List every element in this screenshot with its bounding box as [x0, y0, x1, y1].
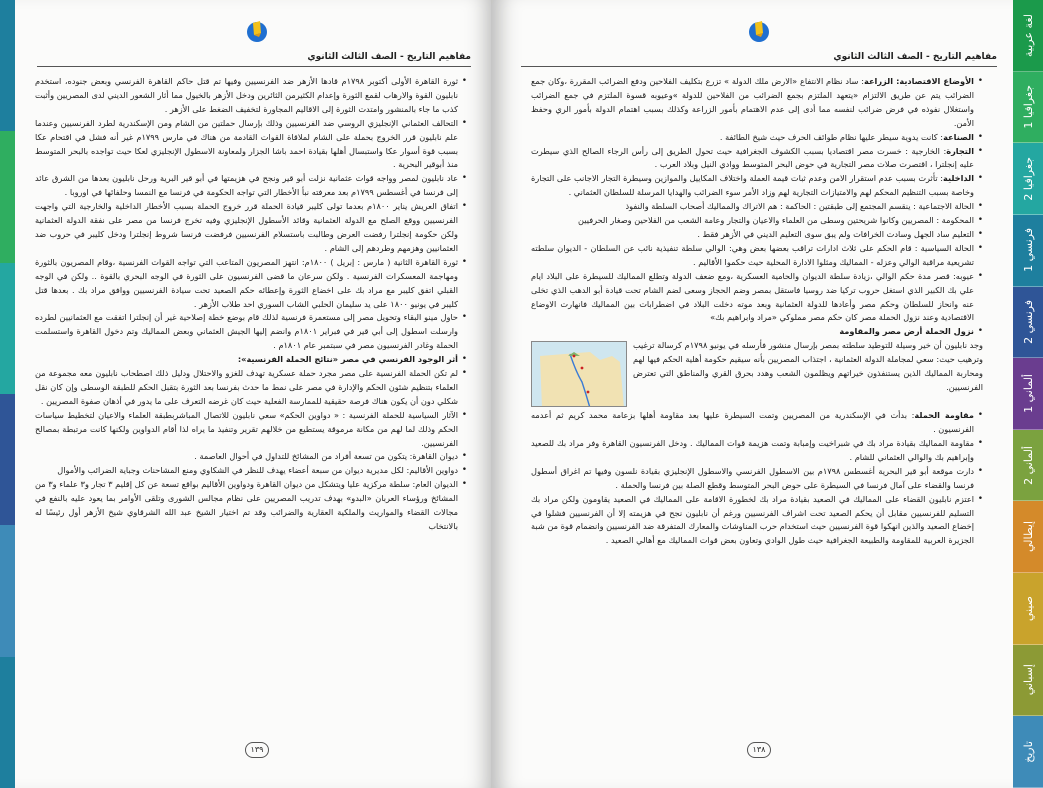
tab-arabic[interactable]: لغة عربية — [1013, 0, 1043, 72]
list-item: • المحكومة : المصريين وكانوا شريحتين وسطى من العلماء والاعيان والتجار وعامة الشعب من الفلاحين وصغار الحرفيين — [531, 214, 983, 228]
list-item: • اعتزم نابليون القضاء على المماليك في الصعيد بقيادة مراد بك لخطورة الاقامة على المماليك في الصعيد يقاومون ولكن مراد بك التسليم للفرنسيين مقابل أن يحكم الصعيد تحت اشراف الفرنسيين ورغم أن نابليون نجح في هزيمته إلا أن الفرنسيين فشلوا في إخضاع الصعيد والذين انهكوا قوة الفرنسيين حيث استخدام حرب المناوشات والمعارك المتفرقة ضد الفرنسيين وانضمام قوة من شبة الجزيرة العربية للمقاومة والطبيعة الجغرافية حيث طول الوادي وتعاون بعض قوات المماليك مع أهالي الصعيد . — [531, 493, 983, 549]
right-page-header: مفاهيم التاريخ - الصف الثالث الثانوي — [833, 52, 997, 62]
right-page-content — [531, 75, 983, 548]
tab-chinese[interactable]: صيني — [1013, 573, 1043, 645]
list-item: وجد نابليون أن خير وسيلة للتوطيد سلطته بمصر بإرسال منشور فأرسله في يونيو ١٧٩٨م كرسالة ترغيب وترهيب حيث: سعي لمجاملة الدولة العثمانية ، اجتذاب المصريين بأنه سيقيم حكومة أهلية الحكم فيها لهم ومحاربة المماليك الذين يستنفذون خيراتهم ويظلمون الشعب وهدد بحرق القري والمناطق التي تعترض الفرنسيين. — [531, 339, 983, 395]
tab-french-1[interactable]: فرنسي 1 — [1013, 215, 1043, 287]
subject-tabs — [1013, 0, 1043, 788]
paragraph: • التحالف العثماني الإنجليزي الروسي ضد الفرنسيين وذلك بإرسال حملتين من الشام ومن الإسكندرية لطرد الفرنسيين وعندما علم نابليون قرر الخروج بحملة على الشام لملاقاة القوات القادمة من هناك في مارس ١٧٩٩م غير أنه فشل في اقتحام عكا بسبب قوة أسوار عكا واستبسال أهلها بقيادة احمد باشا الجزار ولمعاونة الاسطول الإنجليزي لعكا حيث تواجده بالبحر المتوسط منذ أبوقير البحرية . — [35, 117, 467, 173]
right-page — [491, 0, 1013, 788]
left-page — [15, 0, 491, 788]
list-item: • الصناعة: كانت يدوية سيطر عليها نظام طوائف الحرف حيث شيخ الطائفة . — [531, 131, 983, 145]
publisher-logo-icon — [747, 19, 771, 43]
list-item: • الحالة السياسية : قام الحكم على ثلاث ادارات تراقب بعضها بعض وهي: الوالي سلطة تنفيذية نائب عن السلطان - الديوان سلطته تشريعية مراقبة الوالي وعزله - المماليك ومثلوا الادارة المحلية حيث حكموا الأقاليم . — [531, 242, 983, 270]
page-number: ١٣٩ — [245, 742, 269, 758]
left-page-content — [35, 75, 467, 534]
tab-geography-1[interactable]: جغرافيا 1 — [1013, 72, 1043, 144]
list-item: • عيوبه: قصر مدة حكم الوالي ،زيادة سلطة الديوان والحامية العسكرية ،ومع ضعف الدولة وتطلع المماليك للسيطرة على البلاد ايام علي بك الكبير الذي استغل حروب تركيا ضد روسيا فاستقل بمصر وضم الحجاز وسعى لضم الشام تحت قيادة أبو الدهب الذي تخلى عنه وانحاز للسلطان وحكم مصر وأعادها للدولة العثمانية وبعد موته دخلت البلاد في اضطرابات بين المماليك فانهارت الاوضاع الاقتصادية وعند نزول الحملة مصر كان حكم مصر مملوكي «مراد وابراهيم بك» — [531, 270, 983, 326]
egypt-map-image — [531, 341, 627, 407]
paragraph: • دواوين الأقاليم: لكل مديرية ديوان من سبعة أعضاء يهدف للنظر في الشكاوي ومنع المشاحنات وجباية الضرائب والأموال — [35, 464, 467, 478]
tab-history[interactable]: تاريخ — [1013, 716, 1043, 788]
header-divider — [521, 66, 997, 67]
page-number: ١٣٨ — [747, 742, 771, 758]
paragraph: • ثورة القاهرة الثانية ( مارس : إبريل ) ١٨٠٠م: انتهز المصريون المتاعب التي تواجه القوات الفرنسية ،وقام المصريون بالثورة ومهاجمة المعسكرات الفرنسية . ولكن سرعان ما قضى الفرنسيون على الثورة في الوجه البحري بالقوة .. ولكن في الوجه القبلي اتفق كليبر مع مراد بك على اخضاع الثورة وإعطائه حكم الصعيد تحت سيادة الفرنسيين ووافق مراد بك . بعدها قتل كليبر في يونيو ١٨٠٠ على يد سليمان الحلبي الشاب السوري احد طلاب الأزهر . — [35, 256, 467, 312]
list-item: • الحالة الاجتماعية : ينقسم المجتمع إلى طبقتين : الحاكمة : هم الاتراك والمماليك أصحاب السلطة والنفوذ — [531, 200, 983, 214]
list-item: • التجارة: الخارجية : خسرت مصر اقتصاديا بسبب الكشوف الجغرافية حيث تحول الطريق إلى رأس الرجاء الصالح الذي سيطرت عليه إنجلترا ، اقتصرت صلات مصر التجارية في حوض البحر المتوسط ووادي النيل وبلاد العرب . — [531, 145, 983, 173]
header-divider — [37, 66, 471, 67]
paragraph: • الديوان العام: سلطة مركزية عليا ويتشكل من ديوان القاهرة ودواوين الأقاليم بواقع تسعة عن كل إقليم ٣ تجار و٣ علماء و٣ من المشائخ ورؤساء العربان «البدو» بهدف تدريب المصريين على نظام مجالس الشورى وتلقى الأوامر بما يعود عليه بالنفع في مجالات القضاء والمواريث والملكية العقارية والضرائب وقد تم اختيار الشيخ عبد الله الشرقاوي شيخ الأزهر أول رئيسًا له بالانتخاب — [35, 478, 467, 534]
tab-italian[interactable]: إيطالي — [1013, 501, 1043, 573]
paragraph: • لم تكن الحملة الفرنسية على مصر مجرد حملة عسكرية تهدف للغزو والاحتلال ودليل ذلك اصطحاب نابليون معه مجموعة من العلماء بتنظيم شئون الحكم والإدارة في مصر على نمط ما حدث بفرنسا بعد الثورة بتقبل الحكم للطبقة الوسطى وإن كان نقل شكلي دون أن يكون هناك فرصة حقيقية للممارسة الفعلية حيث كان غرضه التعرف على ما يدور في أذهان صفوة المصريين . — [35, 367, 467, 409]
paragraph: • عاد نابليون لمصر وواجه قوات عثمانية نزلت أبو قير ونجح في هزيمتها في أبو قير البرية ورحل نابليون بعدها من الشرق عائد إلى فرنسا في أغسطس ١٧٩٩م بعد معرفته نبأ الأخطار التي تواجه الحكومة في فرنسا مع النمسا وحلفائها في اوروبا . — [35, 172, 467, 200]
map-illustration — [531, 342, 626, 407]
tab-french-2[interactable]: فرنسي 2 — [1013, 287, 1043, 359]
section-title: • نزول الحملة أرض مصر والمقاومة — [531, 325, 983, 339]
paragraph: • ثورة القاهرة الأولى أكتوبر ١٧٩٨م قادها الأزهر ضد الفرنسيين وفيها تم قتل حاكم القاهرة الفرنسي وبعض جنوده، استخدم نابليون القوة والارهاب لقمع الثورة وإعدام الكثيرمن الثائرين ودخل الأزهر بالخيول مما أثار الشعور الديني لدى المصريين وأثبت كذب ما جاء بالمنشور وامتدت الثورة إلى الاقاليم المجاورة لتخفيف الضغط على الأزهر . — [35, 75, 467, 117]
paragraph: • حاول مينو البقاء وتحويل مصر إلى مستعمرة فرنسية لذلك قام بوضع خطة إصلاحية غير أن إنجلترا اتفقت مع العثمانيين لطرده وارسلت اسطول إلى أبي قير في فبراير ١٨٠١م وانضم إليها الجيش العثماني وبعض المماليك وتم دخول القاهرة واستسلمت الحملة وغادر الفرنسيون مصر في سبتمبر عام ١٨٠١م . — [35, 311, 467, 353]
paragraph: • ديوان القاهرة: يتكون من تسعة أفراد من المشائخ للتداول في أحوال العاصمة . — [35, 450, 467, 464]
list-item: • التعليم ساد الجهل وسادت الخرافات ولم يبق سوى التعليم الديني في الأزهر فقط . — [531, 228, 983, 242]
list-item: • الأوضاع الاقتصادية: الزراعة: ساد نظام الانتفاع «الارض ملك الدولة » تزرع بتكليف الفلاحين ودفع الضرائب المقررة ،وكان جمع الضرائب يتم عن طريق الالتزام «يتعهد الملتزم بجمع الضرائب من الفلاحين للدولة »وعيوبه قسوة الملتزم في جمع الضرائب واستغلال نفوذه في فرض ضرائب لنفسه مما أدى إلى عدم الاهتمام بأمور الزراعة وكذلك بسبب اهتمام الدولة بأمور الري وحفظ الأمن. — [531, 75, 983, 131]
left-binding-strip — [0, 0, 15, 788]
section-title: • أثر الوجود الفرنسي في مصر «نتائج الحملة الفرنسية»: — [35, 353, 467, 367]
list-item: • مقاومة الحملة: بدأت في الإسكندرية من المصريين وتمت السيطرة عليها بعد مقاومة أهلها بزعامة محمد كريم ثم أعدمه الفرنسيون . — [531, 409, 983, 437]
list-item: • مقاومة المماليك بقيادة مراد بك في شبراخيت وإمبابة وتمت هزيمة قوات المماليك . ودخل الفرنسيون القاهرة وفر مراد بك للصعيد وإبراهيم بك والوالي العثماني للشام . — [531, 437, 983, 465]
tab-geography-2[interactable]: جغرافيا 2 — [1013, 143, 1043, 215]
list-item: • دارت موقعة أبو قير البحرية أغسطس ١٧٩٨م بين الاسطول الفرنسي والاسطول الإنجليزي بقيادة نلسون وفيها تم اغراق أسطول فرنسا والقضاء على آمال فرنسا في السيطرة على حوض البحر المتوسط وقطع الصلة بين فرنسا والحملة . — [531, 465, 983, 493]
publisher-logo-icon — [245, 19, 269, 43]
tab-german-2[interactable]: ألماني 2 — [1013, 430, 1043, 502]
paragraph: • اتفاق العريش يناير ١٨٠٠م بعدما تولى كليبر قيادة الحملة قرر خروج الحملة بسبب الأخطار الداخلية والخارجية التي واجهت الفرنسيين ووقع الصلح مع الدولة العثمانية وقائد الأسطول الإنجليزي وفيه تخرج فرنسا من مصر على نفقة الدولة العثمانية ولكن حكومة إنجلترا رفضت العرض وطالبت باستسلام الفرنسيين فرفضت فرنسا شروط إنجلترا ودخل كليبر في حروب ضد العثمانيين وهزمهم وطردهم إلى الشام . — [35, 200, 467, 256]
left-page-header: مفاهيم التاريخ - الصف الثالث الثانوي — [307, 52, 471, 62]
paragraph: • الآثار السياسية للحملة الفرنسية : « دواوين الحكم» سعي نابليون للاتصال المباشربطبقة العلماء والاعيان لتخطيط سياسات الحكم وذلك لما لهم من مكانة مرموقة يستطيع من خلالهم تقرير وتنفيذ ما يراه لذا أقام الدواوين ولكنها كانت مرتبطة بمصالح الفرنسيين. — [35, 409, 467, 451]
tab-german-1[interactable]: ألماني 1 — [1013, 358, 1043, 430]
list-item: • الداخلية: تأثرت بسبب عدم استقرار الامن وعدم ثبات قيمة العملة واختلاف المكاييل والموازين وسيطرة التجار الاجانب على التجارة وخاصة بسبب التنظيم المحكم لهم والامتيازات التجارية لهم وزاد الأمر سوء الضرائب والهدايا المرسلة للسلطان العثماني . — [531, 172, 983, 200]
tab-spanish[interactable]: إسباني — [1013, 645, 1043, 717]
